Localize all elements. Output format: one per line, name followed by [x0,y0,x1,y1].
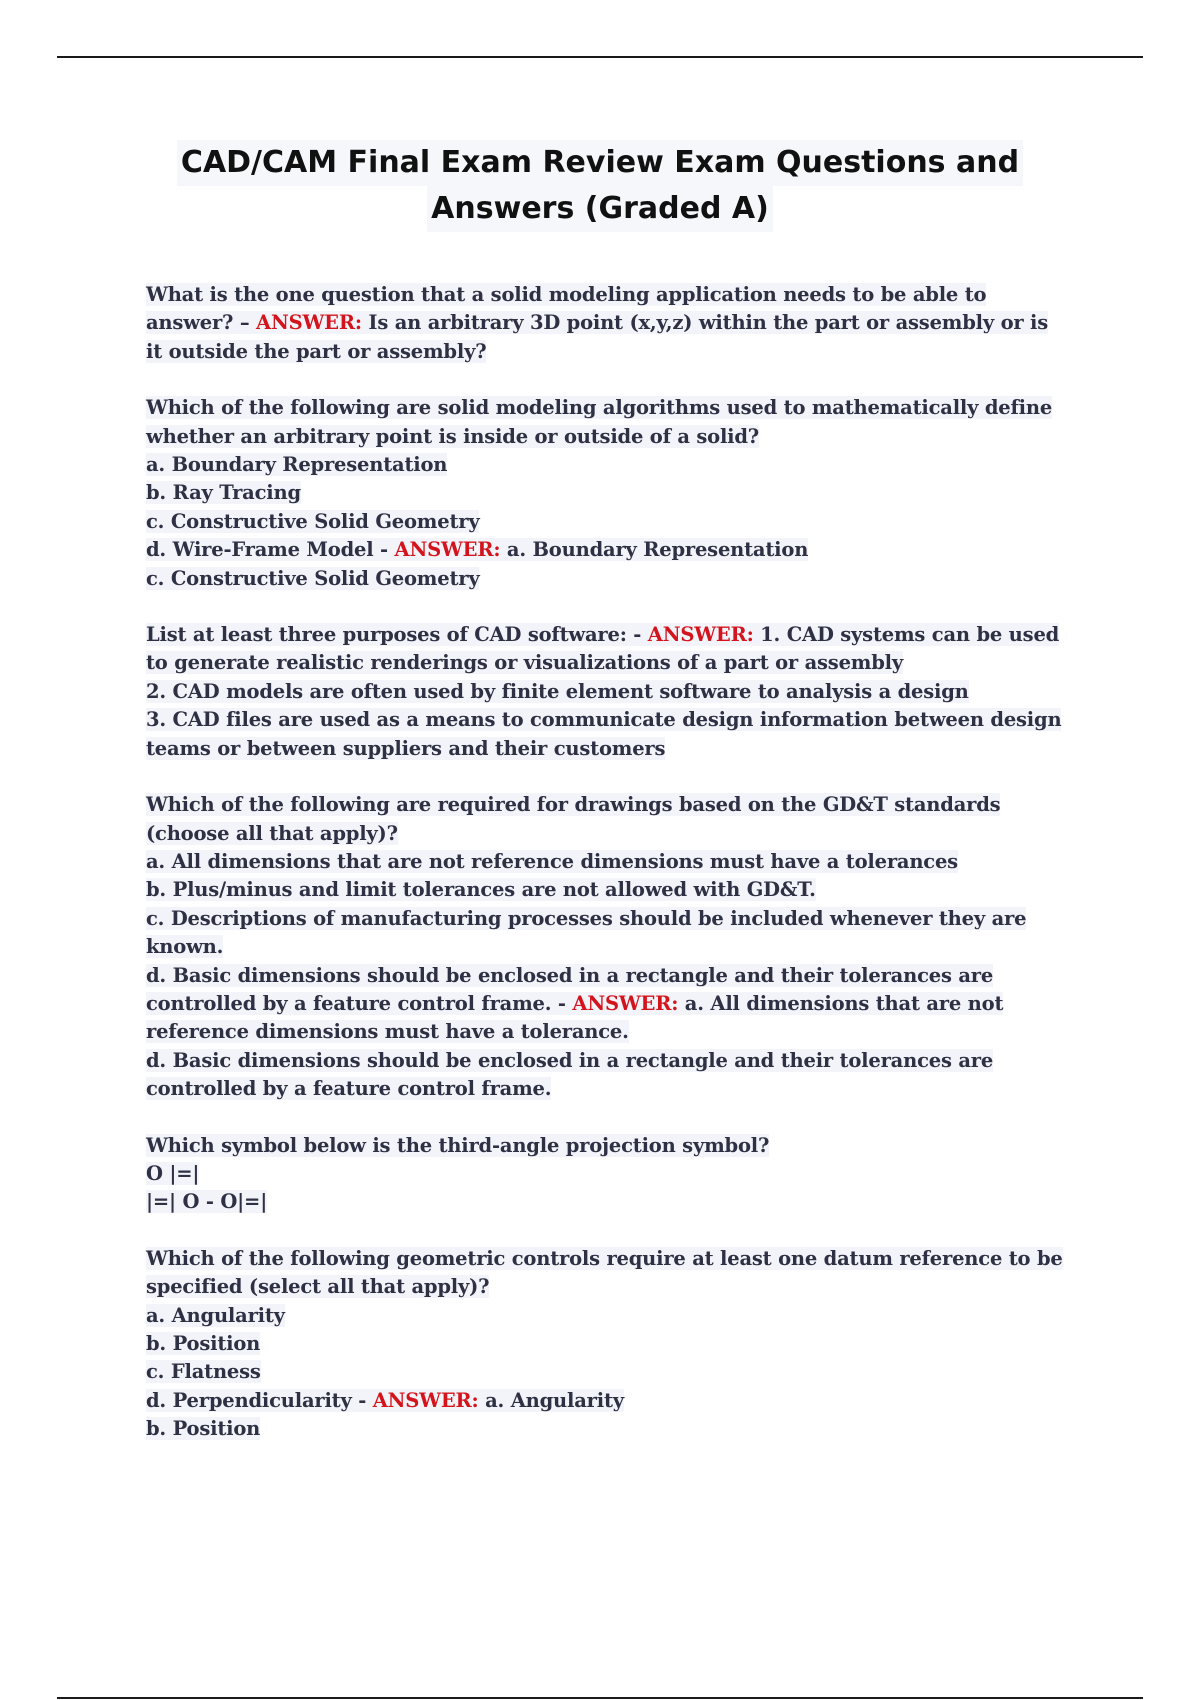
line-text: d. Wire-Frame Model - [146,538,395,562]
text-line [146,451,1086,479]
answer-label: ANSWER: [572,991,679,1015]
line-text: reference dimensions must have a tolerance. [146,1020,629,1044]
line-text: it outside the part or assembly? [146,339,487,363]
text-line [146,1330,1086,1358]
text-line [146,820,1086,848]
line-text: c. Constructive Solid Geometry [146,509,480,533]
text-line [146,394,1086,422]
text-line [146,905,1086,933]
top-rule [57,56,1143,58]
text-line [146,508,1086,536]
answer-label: ANSWER: [647,623,754,647]
line-text: d. Basic dimensions should be enclosed in a rectangle and their tolerances are [146,963,994,987]
title-line-1: CAD/CAM Final Exam Review Exam Questions and [177,140,1023,186]
text-line [146,281,1086,309]
bottom-rule [57,1697,1143,1699]
line-text: a. Boundary Representation [146,453,448,477]
line-text: |=| O - O|=| [146,1190,268,1214]
text-line [146,1018,1086,1046]
text-line [146,1273,1086,1301]
line-text: a. All dimensions that are not reference dimensions must have a tolerances [146,849,958,873]
line-text: controlled by a feature control frame. - [146,991,573,1015]
line-text: d. Basic dimensions should be enclosed in a rectangle and their tolerances are [146,1048,994,1072]
text-line [146,479,1086,507]
text-line [146,1188,1086,1216]
line-text: O |=| [146,1161,200,1185]
text-line [146,1358,1086,1386]
line-text: answer? – [146,311,257,335]
line-text: d. Perpendicularity - [146,1388,373,1412]
answer-text: a. Boundary Representation [500,538,809,562]
line-text: (choose all that apply)? [146,821,398,845]
text-line [146,649,1086,677]
text-line [146,1387,1086,1415]
line-text: whether an arbitrary point is inside or outside of a solid? [146,424,760,448]
text-line [146,1302,1086,1330]
text-line [146,423,1086,451]
line-text: What is the one question that a solid modeling application needs to be able to [146,283,987,306]
line-text: b. Plus/minus and limit tolerances are not allowed with GD&T. [146,878,816,902]
line-text: to generate realistic renderings or visualizations of a part or assembly [146,651,903,675]
line-text: b. Position [146,1417,261,1441]
line-text: b. Position [146,1332,261,1355]
text-line [146,678,1086,706]
line-text: List at least three purposes of CAD software: - [146,623,648,647]
title-line-2: Answers (Graded A) [427,186,773,232]
line-text: c. Descriptions of manufacturing processes should be included whenever they are [146,906,1027,930]
qa-block-q2 [146,394,1086,593]
line-text: 3. CAD files are used as a means to communicate design information between design [146,708,1062,732]
qa-block-q5 [146,1132,1086,1217]
text-line [146,536,1086,564]
answer-label: ANSWER: [394,538,501,562]
qa-block-q6 [146,1245,1086,1444]
text-line [146,1132,1086,1160]
text-line [146,706,1086,734]
text-line [146,735,1086,763]
line-text: teams or between suppliers and their customers [146,736,666,760]
text-line [146,338,1086,366]
text-line [146,1047,1086,1075]
line-text: b. Ray Tracing [146,481,301,505]
answer-label: ANSWER: [256,311,362,335]
text-line [146,1160,1086,1188]
line-text: Which of the following geometric controls require at least one datum reference to be [146,1246,1063,1270]
answer-text: 1. CAD systems can be used [753,623,1060,647]
document-title [0,140,1200,232]
answer-label: ANSWER: [372,1388,479,1412]
qa-block-q3 [146,621,1086,763]
text-line [146,848,1086,876]
line-text: specified (select all that apply)? [146,1275,490,1299]
text-line [146,876,1086,904]
line-text: Which of the following are solid modeling algorithms used to mathematically define [146,396,1053,420]
line-text: controlled by a feature control frame. [146,1077,552,1101]
document-body [146,281,1086,1472]
line-text: known. [146,935,224,959]
text-line [146,1075,1086,1103]
line-text: c. Constructive Solid Geometry [146,566,480,590]
line-text: 2. CAD models are often used by finite element software to analysis a design [146,679,969,703]
line-text: Which symbol below is the third-angle projection symbol? [146,1133,770,1157]
line-text: Which of the following are required for drawings based on the GD&T standards [146,793,1001,817]
answer-text: a. Angularity [478,1388,624,1412]
text-line [146,309,1086,337]
text-line [146,621,1086,649]
answer-text: a. All dimensions that are not [678,991,1004,1015]
qa-block-q1 [146,281,1086,366]
line-text: c. Flatness [146,1360,261,1384]
text-line [146,933,1086,961]
text-line [146,990,1086,1018]
text-line [146,1245,1086,1273]
line-text: a. Angularity [146,1303,285,1327]
qa-block-q4 [146,791,1086,1103]
text-line [146,791,1086,819]
text-line [146,565,1086,593]
answer-text: Is an arbitrary 3D point (x,y,z) within the part or assembly or is [361,311,1049,335]
text-line [146,962,1086,990]
text-line [146,1415,1086,1443]
